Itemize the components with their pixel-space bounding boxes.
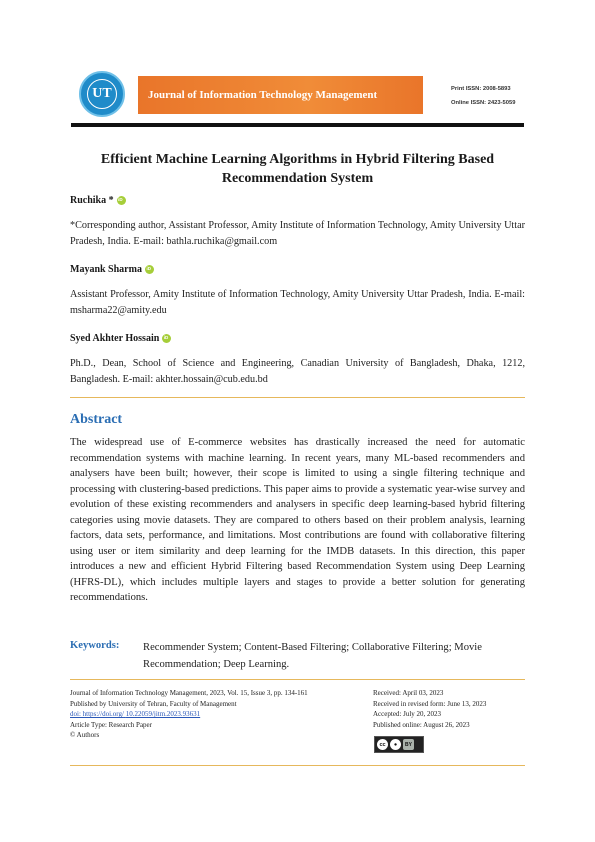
doi-prefix[interactable]: doi: https://doi.org/: [70, 710, 124, 719]
section-divider: [70, 397, 525, 398]
footer-divider-top: [70, 679, 525, 680]
revised-date: Received in revised form: June 13, 2023: [373, 699, 487, 708]
published-date: Published online: August 26, 2023: [373, 720, 470, 729]
author-name-1: [70, 195, 126, 206]
footer-citation-block: [70, 688, 370, 741]
abstract-heading: Abstract: [70, 412, 123, 427]
author-affiliation-2: Assistant Professor, Amity Institute of Information Technology, Amity University Uttar Pradesh, India. E-mail: msharma22@amity.edu: [70, 289, 525, 316]
copyright-line: © Authors: [70, 731, 100, 740]
author-name-text: Syed Akhter Hossain: [70, 333, 160, 344]
author-affiliation-1: *Corresponding author, Assistant Professor, Amity Institute of Information Technology, Amity University Uttar Pradesh, India. E-mail: bathla.ruchika@gmail.com: [70, 220, 525, 247]
online-issn: Online ISSN: 2423-5059: [451, 100, 516, 106]
accepted-date: Accepted: July 20, 2023: [373, 710, 442, 719]
keywords-text: Recommender System; Content-Based Filtering; Collaborative Filtering; Movie Recommendation; Deep Learning.: [143, 642, 482, 670]
keywords-label: Keywords:: [70, 640, 120, 651]
abstract-text: The widespread use of E-commerce websites has drastically increased the need for automatic recommendation systems with machine learning. In recent years, many ML-based recommenders and analysers have been built; however, their scope is limited to using a single filtering technique and processing with clustering-based predictions. This paper aims to provide a systematic year-wise survey and evolution of these existing recommenders and analysers in specific deep learning-based hybrid filtering categories using movie datasets. They are compared to others based on their problem analysis, learning factors, data sets, performance, and limitations. Most contributions are found with collaborative filtering using user or item similarity and deep learning for the IMDB datasets. In this direction, this paper introduces a new and efficient Hybrid Filtering based Recommendation System using Deep Learning (HFRS-DL), which includes multiple layers and stages to provide a better solution for generating recommendations.: [70, 437, 525, 603]
by-label: BY: [403, 739, 414, 750]
author-name-text: Mayank Sharma: [70, 264, 142, 275]
footer-divider-bottom: [70, 765, 525, 766]
logo-emblem: UT: [87, 79, 117, 109]
author-affiliation-3: Ph.D., Dean, School of Science and Engineering, Canadian University of Bangladesh, Dhaka, 1212, Bangladesh. E-mail: akhter.hossain@cub.edu.bd: [70, 358, 525, 385]
publisher-line: Published by University of Tehran, Faculty of Management: [70, 699, 237, 708]
journal-banner: [138, 76, 423, 114]
orcid-icon[interactable]: [145, 265, 154, 274]
citation-line: Journal of Information Technology Management, 2023, Vol. 15, Issue 3, pp. 134-161: [70, 689, 308, 697]
paper-title: Efficient Machine Learning Algorithms in Hybrid Filtering Based Recommendation System: [100, 152, 495, 186]
attribution-icon: ●: [390, 739, 401, 750]
orcid-icon[interactable]: [162, 334, 171, 343]
author-name-3: [70, 333, 171, 344]
cc-license-badge[interactable]: [374, 736, 424, 753]
doi-link[interactable]: 10.22059/jitm.2023.93631: [125, 710, 201, 719]
footer-dates-block: [373, 688, 533, 730]
doi-line[interactable]: [70, 709, 370, 720]
creative-commons-icon: cc: [377, 739, 388, 750]
received-date: Received: April 03, 2023: [373, 689, 444, 697]
author-name-2: [70, 264, 154, 275]
print-issn: Print ISSN: 2008-5893: [451, 86, 511, 92]
author-name-text: Ruchika *: [70, 195, 114, 206]
journal-name: Journal of Information Technology Management: [148, 89, 378, 101]
article-type-line: Article Type: Research Paper: [70, 720, 152, 729]
header-divider: [71, 123, 524, 127]
orcid-icon[interactable]: [117, 196, 126, 205]
university-logo: [79, 71, 125, 117]
